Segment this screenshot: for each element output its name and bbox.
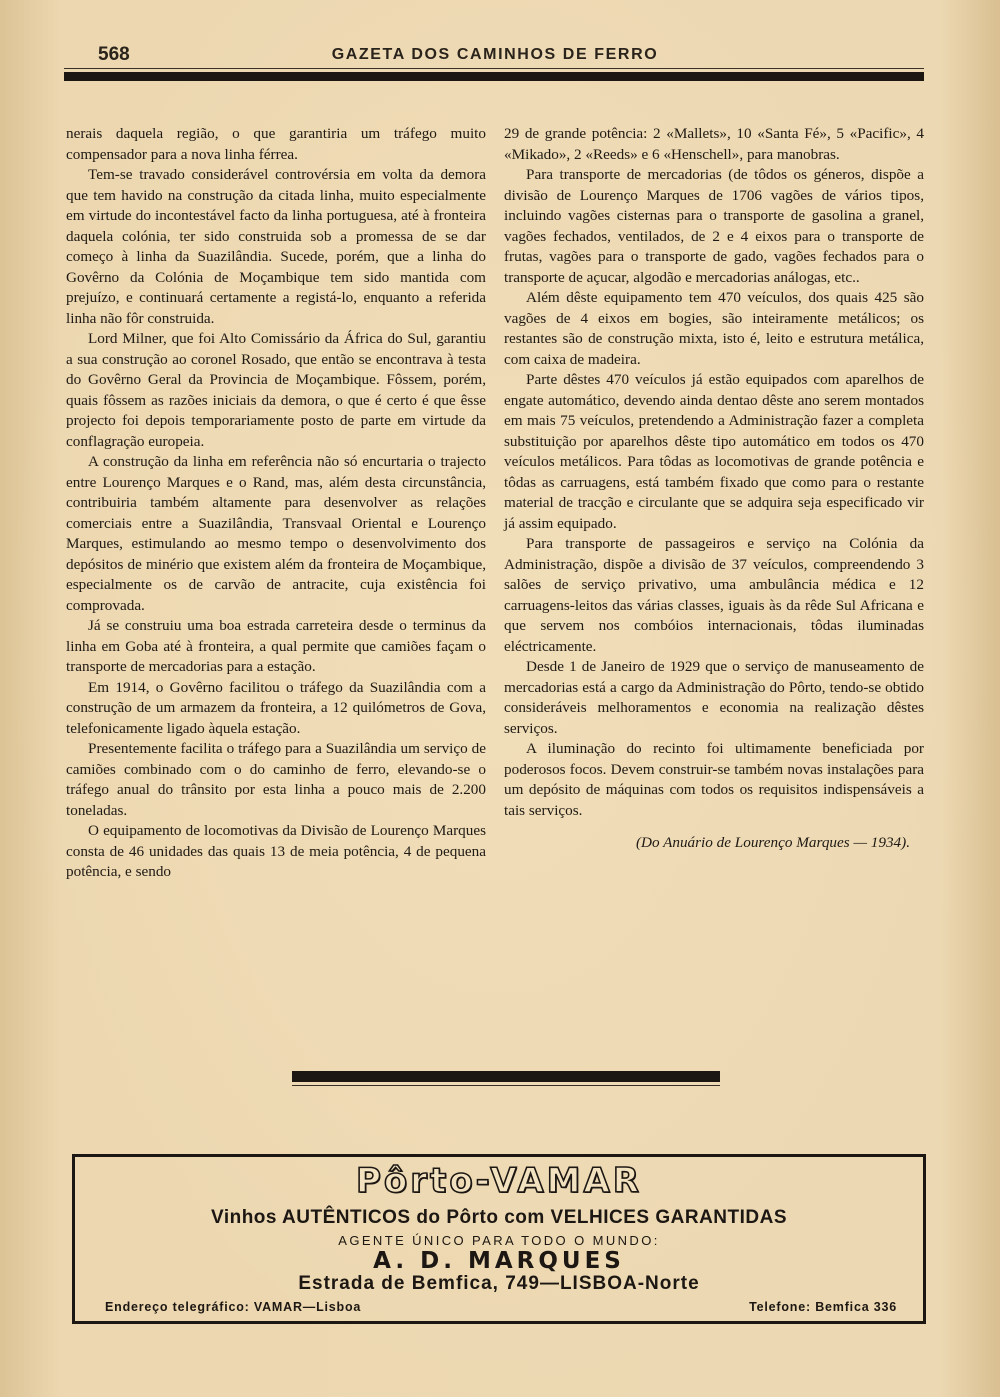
paragraph: Para transporte de mercadorias (de tôdos os géneros, dispõe a divisão de Lourenço Marques de 1706 vagões de vários tipos, incluindo vagões cisternas para o transporte de gasolina a granel, vagões fechados, ventilados, de 2 e 4 eixos para o transporte de frutas, vagões para o transporte de gado, vagões fechados para o transporte de açucar, algodão e mercadorias análogas, etc.. bbox=[504, 166, 924, 286]
advertisement-box bbox=[72, 1154, 926, 1324]
paragraph: Para transporte de passageiros e serviço na Colónia da Administração, dispõe a divisão de 37 veículos, compreendendo 3 salões de serviço privativo, uma ambulância médica e 12 carruagens-leitos das várias classes, iguais às da rêde Sul Africana e que servem nos combóios internacionais, tôdas iluminadas eléctricamente. bbox=[504, 535, 924, 655]
paragraph: Já se construiu uma boa estrada carreteira desde o terminus da linha em Goba até à fronteira, a qual permite que camiões façam o transporte de mercadorias para a estação. bbox=[66, 617, 486, 675]
ad-telegraph-address: Endereço telegráfico: VAMAR—Lisboa bbox=[105, 1300, 362, 1314]
header-thin-rule bbox=[64, 68, 924, 69]
ad-agent-name: A. D. MARQUES bbox=[373, 1248, 625, 1274]
header-rule bbox=[64, 72, 924, 81]
right-column bbox=[504, 124, 924, 854]
paragraph: O equipamento de locomotivas da Divisão de Lourenço Marques consta de 46 unidades das quais 13 de meia potência, 4 de pequena potência, e sendo bbox=[66, 822, 486, 880]
paragraph: nerais daquela região, o que garantiria um tráfego muito compensador para a nova linha férrea. bbox=[66, 125, 486, 163]
paragraph: A iluminação do recinto foi ultimamente beneficiada por poderosos focos. Devem construir-se também novas instalações para um depósito de máquinas com todos os requisitos indispensáveis a tais serviços. bbox=[504, 740, 924, 819]
ad-brand-name: Pôrto-VAMAR bbox=[356, 1161, 642, 1201]
paragraph: Além dêste equipamento tem 470 veículos, dos quais 425 são vagões de 4 eixos em bogies, são inteiramente metálicos; os restantes são de construção mixta, isto é, leito e estrutura metálica, com caixa de madeira. bbox=[504, 289, 924, 368]
ad-tagline: Vinhos AUTÊNTICOS do Pôrto com VELHICES GARANTIDAS bbox=[210, 1207, 788, 1228]
left-column bbox=[66, 124, 486, 883]
page-number: 568 bbox=[98, 44, 130, 65]
journal-title: GAZETA DOS CAMINHOS DE FERRO bbox=[331, 46, 659, 63]
ad-phone: Telefone: Bemfica 336 bbox=[749, 1300, 897, 1314]
section-rule bbox=[292, 1071, 720, 1082]
paragraph: A construção da linha em referência não só encurtaria o trajecto entre Lourenço Marques e o Rand, mas, além desta circunstância, contribuiria também altamente para desenvolver as relações comerciais entre a Suazilândia, Transvaal Oriental e Lourenço Marques, estimulando ao mesmo tempo o desenvolvimento dos depósitos de minério que existem além da fronteira de Moçambique, especialmente os de carvão de antracite, cuja existência foi comprovada. bbox=[66, 453, 486, 614]
paragraph: Presentemente facilita o tráfego para a Suazilândia um serviço de camiões combinado com o do caminho de ferro, elevando-se o tráfego anual do trânsito por esta linha a pouco mais de 2.200 toneladas. bbox=[66, 740, 486, 819]
ad-agent-line: AGENTE ÚNICO PARA TODO O MUNDO: bbox=[338, 1233, 660, 1248]
paragraph: Lord Milner, que foi Alto Comissário da África do Sul, garantiu a sua construção ao coronel Rosado, que então se encontrava à testa do Govêrno Geral da Provincia de Moçambique. Fôssem, porém, quais fôssem as razões iniciais da demora, o que é certo é que êsse projecto foi depois temporariamente posto de parte em virtude da conflagração europeia. bbox=[66, 330, 486, 450]
source-note: (Do Anuário de Lourenço Marques — 1934). bbox=[635, 834, 910, 851]
paragraph: Tem-se travado considerável controvérsia em volta da demora que tem havido na construção da citada linha, muito especialmente em virtude do incontestável facto da linha portuguesa, até à fronteira daquela colónia, ter sido construida sob a promessa de se dar começo à linha da Suazilândia. Sucede, porém, que a linha do Govêrno da Colónia de Moçambique tem sido mantida com prejuízo, e continuará certamente a registá-lo, enquanto a referida linha não fôr construida. bbox=[66, 166, 486, 327]
paragraph: Desde 1 de Janeiro de 1929 que o serviço de manuseamento de mercadorias está a cargo da Administração do Pôrto, tendo-se obtido consideráveis melhoramentos e economia na realização dêstes serviços. bbox=[504, 658, 924, 737]
paragraph: Parte dêstes 470 veículos já estão equipados com aparelhos de engate automático, devendo ainda dentao dêste ano serem montados em mais 75 veículos, pretendendo a Administração fazer a completa substituição por aparelhos dêste tipo automático em todos os 470 veículos metálicos. Para tôdas as locomotivas de grande potência e tôdas as carruagens, está também fixado que como para o restante material de tracção e circulante que se adquira seja especificado vir já assim equipado. bbox=[504, 371, 924, 532]
ad-address: Estrada de Bemfica, 749—LISBOA-Norte bbox=[298, 1273, 700, 1294]
paragraph: Em 1914, o Govêrno facilitou o tráfego da Suazilândia com a construção de um armazem da fronteira, a 12 quilómetros de Gova, telefonicamente ligado àquela estação. bbox=[66, 678, 486, 737]
section-thin-rule bbox=[292, 1085, 720, 1086]
paragraph: 29 de grande potência: 2 «Mallets», 10 «Santa Fé», 5 «Pacific», 4 «Mikado», 2 «Reeds» e 6 «Henschell», para manobras. bbox=[504, 125, 924, 163]
